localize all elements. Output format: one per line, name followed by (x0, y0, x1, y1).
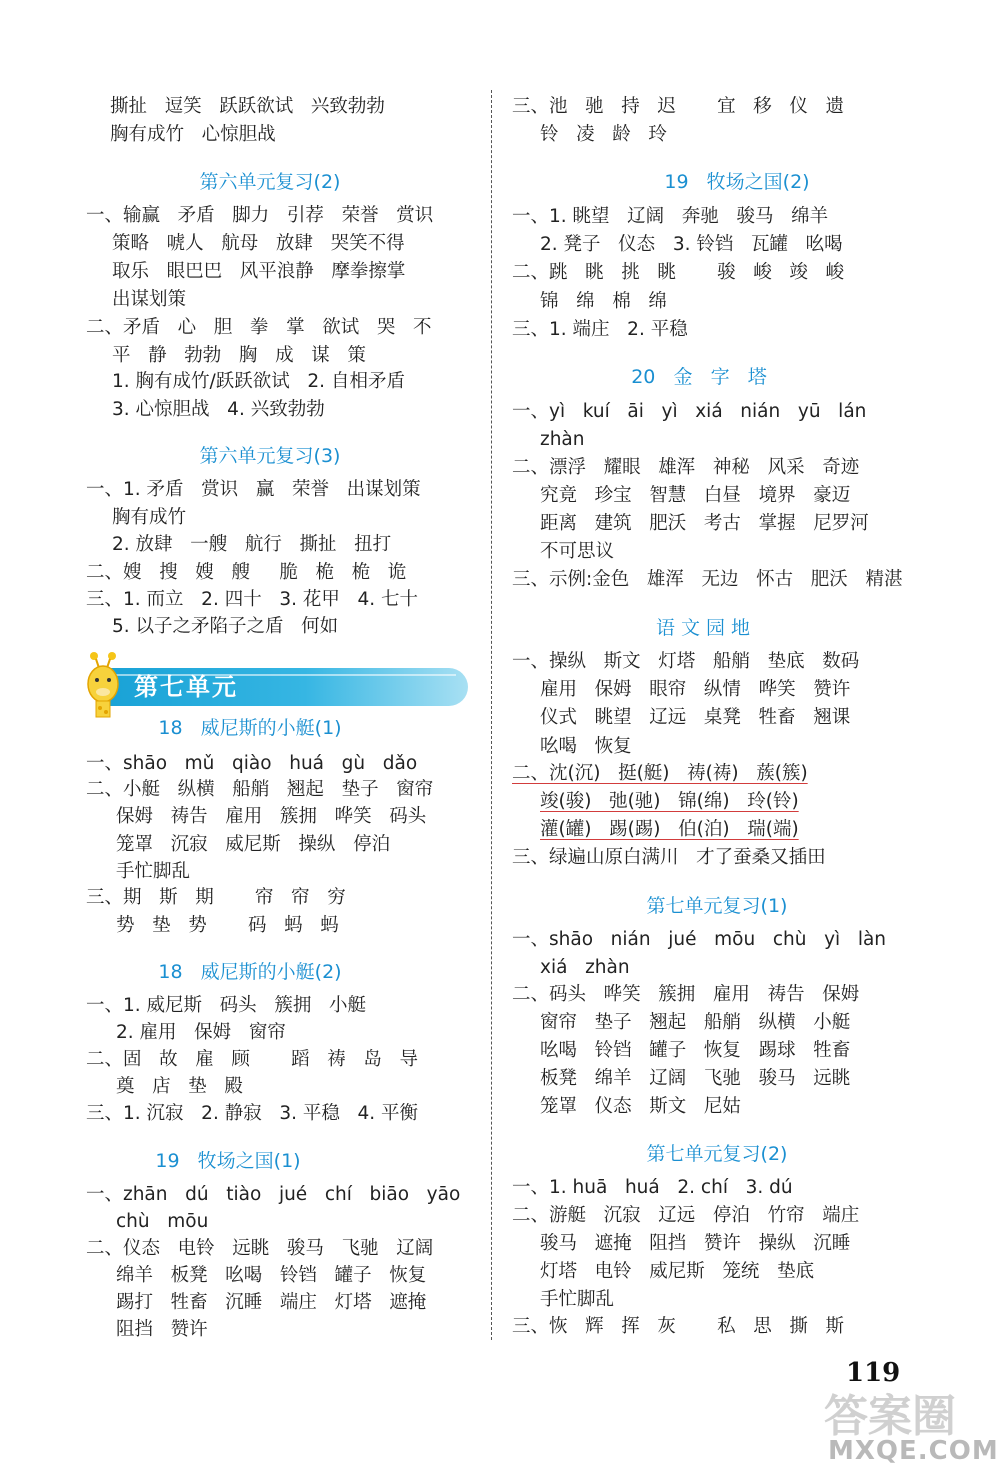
unit-banner (82, 648, 468, 718)
text-line: 雇用 保姆 眼帘 纵情 哗笑 赞许 (540, 679, 851, 700)
text-line: chù mōu (116, 1211, 209, 1232)
section-heading: 18 威尼斯的小艇(2) (158, 961, 342, 983)
unit-title: 第七单元 (134, 673, 238, 701)
text-line: 三、1. 端庄 2. 平稳 (512, 319, 688, 340)
text-line: 3. 心惊胆战 4. 兴致勃勃 (112, 399, 325, 420)
text-line-corrections: 灌(罐) 踢(踢) 伯(泊) 瑞(端) (540, 819, 799, 840)
text-line: 一、输赢 矛盾 脚力 引荐 荣誉 赏识 (86, 205, 434, 226)
text-line: 一、shāo mǔ qiào huá gù dǎo (86, 753, 418, 774)
text-line: 三、示例:金色 雄浑 无边 怀古 肥沃 精湛 (512, 569, 903, 590)
text-line: 不可思议 (540, 541, 615, 562)
text-line: 二、嫂 搜 嫂 艘 脆 桅 桅 诡 (86, 562, 407, 583)
text-line: 手忙脚乱 (540, 1289, 615, 1310)
text-line: 2. 放肆 一艘 航行 撕扯 扭打 (112, 534, 392, 555)
text-line: 铃 凌 龄 玲 (540, 124, 667, 145)
section-heading: 20 金 字 塔 (631, 366, 767, 388)
text-line: 出谋划策 (112, 289, 187, 310)
text-line: 二、固 故 雇 顾 蹈 祷 岛 导 (86, 1049, 419, 1070)
page-number: 119 (846, 1358, 901, 1388)
section-heading: 第七单元复习(2) (646, 1143, 788, 1165)
text-line: 绵羊 板凳 吆喝 铃铛 罐子 恢复 (116, 1265, 427, 1286)
text-line: 一、1. 眺望 辽阔 奔驰 骏马 绵羊 (512, 206, 829, 227)
text-line: 二、仪态 电铃 远眺 骏马 飞驰 辽阔 (86, 1238, 434, 1259)
text-line: 笼罩 沉寂 威尼斯 操纵 停泊 (116, 834, 391, 855)
text-line: 三、1. 沉寂 2. 静寂 3. 平稳 4. 平衡 (86, 1103, 419, 1124)
text-line: 二、跳 眺 挑 眺 骏 峻 竣 峻 (512, 262, 845, 283)
text-line: 二、漂浮 耀眼 雄浑 神秘 风采 奇迹 (512, 457, 860, 478)
text-line: 踢打 牲畜 沉睡 端庄 灯塔 遮掩 (116, 1292, 427, 1313)
text-line: 胸有成竹 心惊胆战 (110, 124, 276, 145)
text-line-corrections: 二、沈(沉) 挺(艇) 祷(祷) 蔟(簇) (512, 763, 808, 784)
watermark-text: MXQE.COM (828, 1436, 999, 1466)
text-line-corrections: 竣(骏) 弛(驰) 锦(绵) 玲(铃) (540, 791, 799, 812)
text-line: 究竟 珍宝 智慧 白昼 境界 豪迈 (540, 485, 851, 506)
text-line: 2. 凳子 仪态 3. 铃铛 瓦罐 吆喝 (540, 234, 843, 255)
text-line: 5. 以子之矛陷子之盾 何如 (112, 616, 339, 637)
text-line: 一、1. 威尼斯 码头 簇拥 小艇 (86, 995, 366, 1016)
text-line: 势 垫 势 码 蚂 蚂 (116, 915, 339, 936)
text-line: 三、池 驰 持 迟 宜 移 仪 遗 (512, 96, 845, 117)
giraffe-icon (82, 648, 132, 718)
text-line: 一、shāo nián jué mōu chù yì làn (512, 929, 887, 950)
section-heading: 第七单元复习(1) (646, 895, 788, 917)
text-line: 三、恢 辉 挥 灰 私 思 撕 斯 (512, 1316, 845, 1337)
text-line: 取乐 眼巴巴 风平浪静 摩拳擦掌 (112, 261, 406, 282)
section-heading: 第六单元复习(2) (199, 171, 341, 193)
watermark-seal: 答案圈 (824, 1391, 956, 1442)
text-line: 笼罩 仪态 斯文 尼姑 (540, 1096, 741, 1117)
text-line: 奠 店 垫 殿 (116, 1076, 243, 1097)
text-line: 骏马 遮掩 阻挡 赞许 操纵 沉睡 (540, 1233, 851, 1254)
section-heading: 18 威尼斯的小艇(1) (158, 717, 342, 739)
text-line: 二、小艇 纵横 船艄 翘起 垫子 窗帘 (86, 779, 434, 800)
text-line: 三、1. 而立 2. 四十 3. 花甲 4. 七十 (86, 589, 419, 610)
text-line: 撕扯 逗笑 跃跃欲试 兴致勃勃 (110, 96, 385, 117)
text-line: 2. 雇用 保姆 窗帘 (116, 1022, 286, 1043)
text-line: 三、期 斯 期 帘 帘 穷 (86, 887, 346, 908)
text-line: 二、游艇 沉寂 辽远 停泊 竹帘 端庄 (512, 1205, 860, 1226)
text-line: 1. 胸有成竹/跃跃欲试 2. 自相矛盾 (112, 371, 405, 392)
text-line: zhàn (540, 429, 585, 450)
watermark-logo (820, 1380, 1000, 1469)
text-line: 策略 唬人 航母 放肆 哭笑不得 (112, 233, 405, 254)
section-heading: 19 牧场之国(2) (664, 171, 810, 193)
text-line: 灯塔 电铃 威尼斯 笼统 垫底 (540, 1261, 815, 1282)
text-line: 板凳 绵羊 辽阔 飞驰 骏马 远眺 (540, 1068, 851, 1089)
section-heading: 语 文 园 地 (655, 617, 751, 639)
section-heading: 19 牧场之国(1) (155, 1150, 301, 1172)
text-line: 一、1. 矛盾 赏识 赢 荣誉 出谋划策 (86, 479, 421, 500)
text-line: 二、码头 哗笑 簇拥 雇用 祷告 保姆 (512, 984, 860, 1005)
text-line: 一、1. huā huá 2. chí 3. dú (512, 1177, 793, 1198)
text-line: 距离 建筑 肥沃 考古 掌握 尼罗河 (540, 513, 869, 534)
text-line: 一、yì kuí āi yì xiá nián yū lán (512, 401, 867, 422)
text-line: 一、操纵 斯文 灯塔 船艄 垫底 数码 (512, 651, 860, 672)
text-line: xiá zhàn (540, 957, 630, 978)
text-line: 仪式 眺望 辽远 桌凳 牲畜 翘课 (540, 707, 851, 728)
text-line: 锦 绵 棉 绵 (540, 291, 667, 312)
text-line: 平 静 勃勃 胸 成 谋 策 (112, 345, 366, 366)
text-line: 吆喝 铃铛 罐子 恢复 踢球 牲畜 (540, 1040, 851, 1061)
text-line: 二、矛盾 心 胆 拳 掌 欲试 哭 不 (86, 317, 432, 338)
text-line: 保姆 祷告 雇用 簇拥 哗笑 码头 (116, 806, 427, 827)
text-line: 手忙脚乱 (116, 861, 191, 882)
text-line: 一、zhān dú tiào jué chí biāo yāo (86, 1184, 461, 1205)
text-line: 吆喝 恢复 (540, 736, 632, 757)
text-line: 阻挡 赞许 (116, 1319, 208, 1340)
text-line: 窗帘 垫子 翘起 船艄 纵横 小艇 (540, 1012, 851, 1033)
text-line: 胸有成竹 (112, 507, 187, 528)
section-heading: 第六单元复习(3) (199, 445, 341, 467)
text-line: 三、绿遍山原白满川 才了蚕桑又插田 (512, 847, 826, 868)
